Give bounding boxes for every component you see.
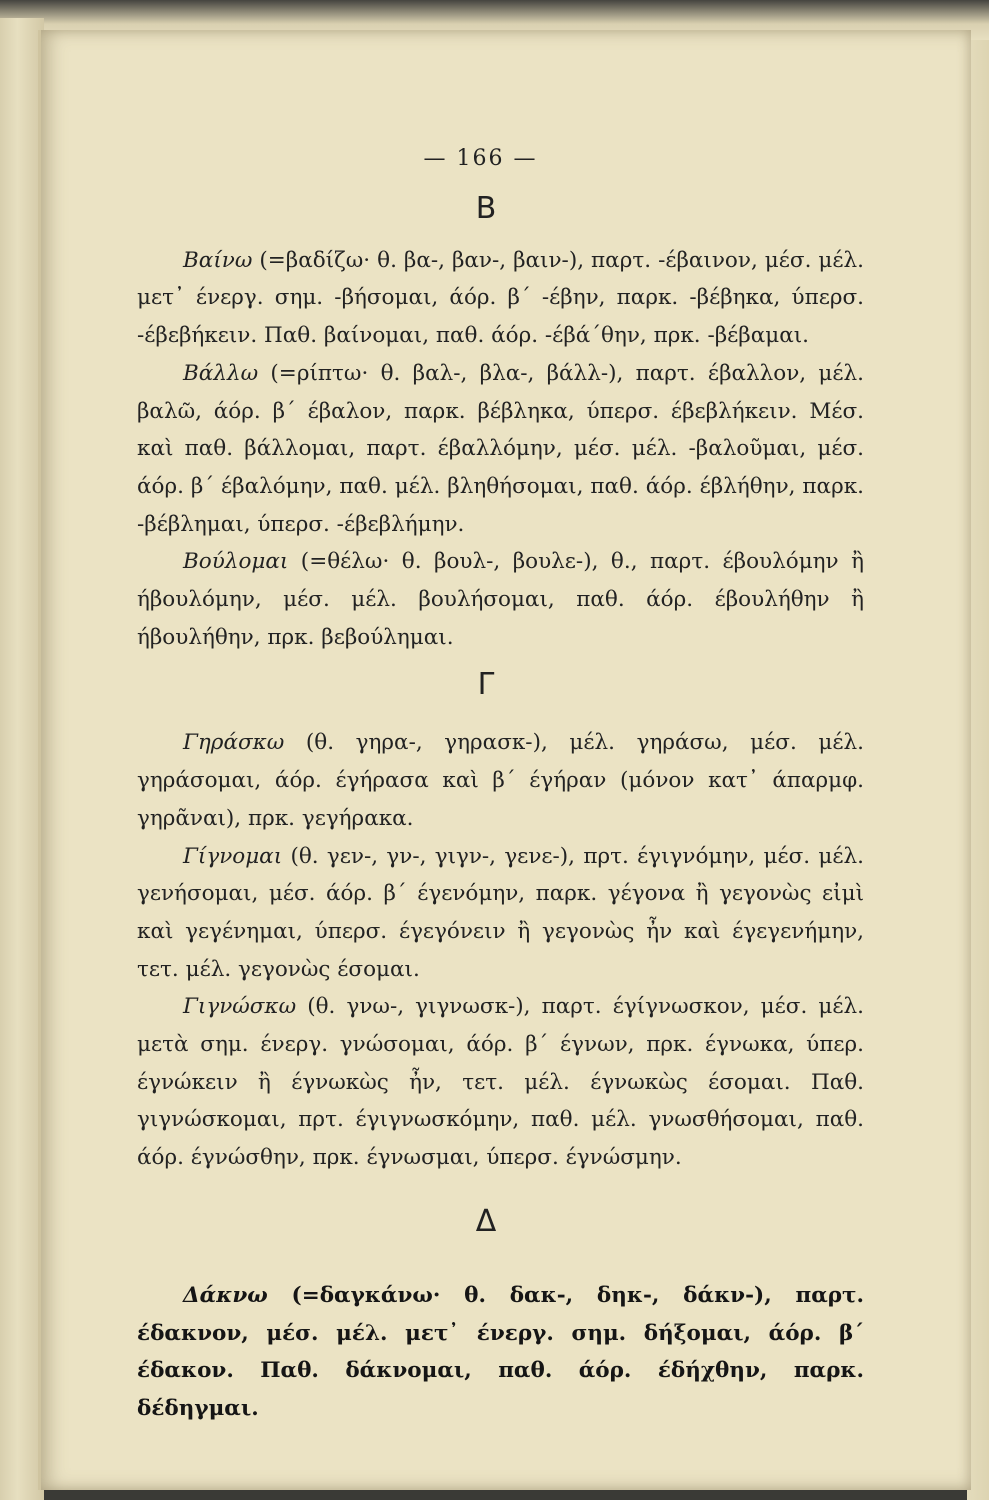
entry-text: (θ. γηρα-, γηρασκ-), μέλ. γηράσω, μέσ. μέλ. γηράσομαι, άόρ. έγήρασα καὶ β΄ έγήραν (μόνον κατ᾽ άπαρμφ. γηρᾶναι), πρκ. γεγήρακα. [137, 730, 864, 831]
entry-text: (=βαδίζω· θ. βα-, βαν-, βαιν-), παρτ. -έβαινον, μέσ. μέλ. μετ᾽ ένεργ. σημ. -βήσομαι, άόρ. β΄ -έβην, παρκ. -βέβηκα, ύπερσ. -έβεβήκειν. Παθ. βαίνομαι, παθ. άόρ. -έβά΄θην, πρκ. -βέβαμαι. [137, 247, 864, 349]
entry-gignomai [137, 838, 864, 989]
entry-ballw [137, 355, 864, 544]
entry-text: (=ρίπτω· θ. βαλ-, βλα-, βάλλ-), παρτ. έβαλλον, μέλ. βαλῶ, άόρ. β΄ έβαλον, παρκ. βέβληκα, ύπερσ. έβεβλήκειν. Μέσ. καὶ παθ. βάλλομαι, παρτ. έβαλλόμην, μέσ. μέλ. -βαλοῦμαι, μέσ. άόρ. β΄ έβαλόμην, παθ. μέλ. βληθήσομαι, παθ. άόρ. έβλήθην, παρκ. -βέβλημαι, ύπερσ. -έβεβλήμην. [137, 360, 864, 537]
entry-text: (θ. γνω-, γιγνωσκ-), παρτ. έγίγνωσκον, μέσ. μέλ. μετὰ σημ. ένεργ. γνώσομαι, άόρ. β΄ έγνων, πρκ. έγνωκα, ύπερ. έγνώκειν ἢ έγνωκὼς ἦν, τετ. μέλ. έγνωκὼς έσομαι. Παθ. γιγνώσκομαι, πρτ. έγιγνωσκόμην, παθ. μέλ. γνωσθήσομαι, παθ. άόρ. έγνώσθην, πρκ. έγνωσμαι, ύπερσ. έγνώσμην. [137, 994, 864, 1171]
page-content [137, 140, 864, 1428]
entry-boulomai [137, 543, 864, 656]
entry-lemma: Γιγνώσκω [183, 994, 297, 1020]
entry-lemma: Δάκνω [183, 1282, 268, 1308]
entry-lemma: Βάλλω [183, 360, 259, 386]
entry-lemma: Γηράσκω [183, 730, 285, 756]
entry-lemma: Βούλομαι [183, 549, 289, 575]
entry-text: (=δαγκάνω· θ. δακ-, δηκ-, δάκν-), παρτ. έδακνον, μέσ. μέλ. μετ᾽ ένεργ. σημ. δήξομαι, άόρ. β΄ έδακον. Παθ. δάκνομαι, παθ. άόρ. έδήχθην, παρκ. δέδηγμαι. [137, 1282, 864, 1421]
entry-lemma: Βαίνω [183, 247, 253, 273]
section-letter-gamma: Γ [477, 667, 494, 703]
entry-gignwskw [137, 988, 864, 1177]
entry-daknw [137, 1277, 864, 1428]
section-letter-delta: Δ [475, 1203, 496, 1239]
entry-lemma: Γίγνομαι [183, 843, 283, 869]
entry-gyraskw [137, 724, 864, 837]
section-letter-beta: B [475, 190, 496, 226]
entry-bainw [137, 242, 864, 355]
entry-text: (θ. γεν-, γν-, γιγν-, γενε-), πρτ. έγιγνόμην, μέσ. μέλ. γενήσομαι, μέσ. άόρ. β΄ έγενόμην, παρκ. γέγονα ἢ γεγονὼς εἰμὶ καὶ γεγένημαι, ύπερσ. έγεγόνειν ἢ γεγονὼς ἦν καὶ έγεγενήμην, τετ. μέλ. γεγονὼς έσομαι. [137, 843, 864, 982]
entry-text: (=θέλω· θ. βουλ-, βουλε-), θ., παρτ. έβουλόμην ἢ ήβουλόμην, μέσ. μέλ. βουλήσομαι, παθ. άόρ. έβουλήθην ἢ ήβουλήθην, πρκ. βεβούλημαι. [137, 549, 864, 650]
page-number: — 166 — [423, 146, 538, 171]
